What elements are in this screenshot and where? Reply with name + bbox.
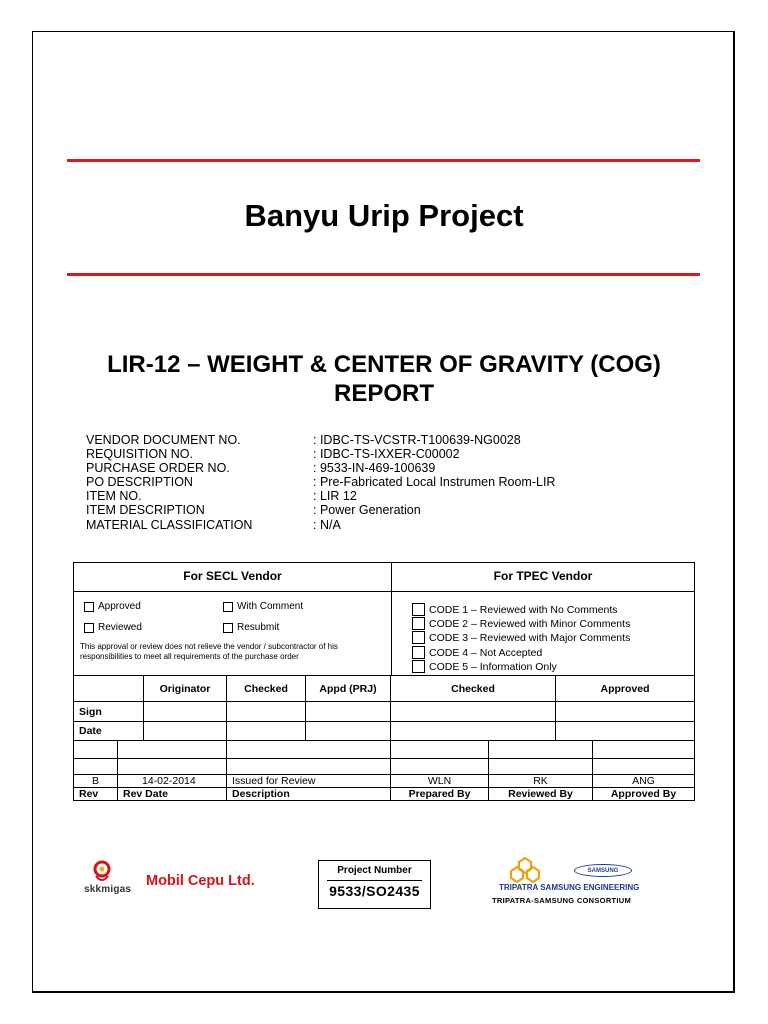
revision-header-approved: Approved By bbox=[592, 787, 695, 801]
info-row bbox=[86, 447, 555, 461]
row-label-sign: Sign bbox=[73, 701, 144, 722]
title-rule-bottom bbox=[67, 273, 700, 276]
revision-empty-cell bbox=[226, 758, 391, 775]
checkbox-icon bbox=[84, 623, 94, 633]
tpec-code-list bbox=[392, 592, 694, 676]
info-label: PO DESCRIPTION bbox=[86, 475, 193, 490]
reviewed-checkbox[interactable] bbox=[84, 622, 142, 633]
project-number-box bbox=[318, 860, 431, 909]
header-appd-prj: Appd (PRJ) bbox=[305, 675, 391, 702]
document-title bbox=[60, 350, 708, 408]
sign-tpec-approved-cell[interactable] bbox=[555, 701, 695, 722]
tripatra-name: TRIPATRA bbox=[499, 883, 538, 892]
header-checked: Checked bbox=[226, 675, 306, 702]
samsung-engineering-name: SAMSUNG ENGINEERING bbox=[540, 883, 640, 892]
revision-empty-cell bbox=[226, 740, 391, 759]
revision-approved-value: ANG bbox=[592, 774, 695, 788]
revision-date-value: 14-02-2014 bbox=[117, 774, 227, 788]
with-comment-checkbox[interactable] bbox=[223, 601, 303, 612]
info-row bbox=[86, 503, 555, 517]
checkbox-icon bbox=[412, 646, 425, 659]
samsung-logo: SAMSUNG bbox=[574, 864, 632, 877]
title-rule-top bbox=[67, 159, 700, 162]
revision-empty-cell bbox=[488, 740, 593, 759]
revision-description-value: Issued for Review bbox=[226, 774, 391, 788]
info-value: : Pre-Fabricated Local Instrumen Room-LIR bbox=[313, 475, 556, 490]
approval-disclaimer: This approval or review does not relieve the vendor / subcontractor of his responsibilities to meet all requirements of the purchase order bbox=[80, 642, 338, 661]
document-title-line-1: LIR-12 – WEIGHT & CENTER OF GRAVITY (COG) bbox=[107, 351, 661, 378]
info-value: : IDBC-TS-VCSTR-T100639-NG0028 bbox=[313, 433, 521, 447]
secl-vendor-header: For SECL Vendor bbox=[183, 569, 282, 583]
revision-empty-cell bbox=[390, 740, 489, 759]
info-row bbox=[86, 475, 555, 489]
approved-checkbox[interactable] bbox=[84, 601, 141, 612]
revision-header-reviewed: Reviewed By bbox=[488, 787, 593, 801]
revision-empty-cell bbox=[592, 758, 695, 775]
checkbox-label: Resubmit bbox=[237, 622, 280, 633]
revision-prepared-value: WLN bbox=[390, 774, 489, 788]
sign-checked-cell[interactable] bbox=[226, 701, 306, 722]
revision-header-rev: Rev bbox=[73, 787, 118, 801]
tripatra-samsung-name bbox=[499, 883, 639, 892]
info-row bbox=[86, 518, 555, 532]
code-label: CODE 2 – Reviewed with Minor Comments bbox=[429, 617, 631, 630]
date-tpec-approved-cell[interactable] bbox=[555, 721, 695, 741]
revision-empty-cell bbox=[592, 740, 695, 759]
info-value: : 9533-IN-469-100639 bbox=[313, 461, 436, 476]
document-info-block bbox=[86, 433, 555, 532]
project-number-value: 9533/SO2435 bbox=[329, 883, 420, 899]
header-tpec-checked: Checked bbox=[390, 675, 556, 702]
revision-header-description: Description bbox=[226, 787, 391, 801]
project-number-divider bbox=[327, 880, 422, 881]
info-row bbox=[86, 489, 555, 503]
code-label: CODE 3 – Reviewed with Major Comments bbox=[429, 631, 631, 644]
row-label-date: Date bbox=[73, 721, 144, 741]
skkmigas-logo-icon bbox=[86, 860, 122, 886]
checkbox-label: With Comment bbox=[237, 601, 304, 612]
checkbox-icon bbox=[223, 602, 233, 612]
date-checked-cell[interactable] bbox=[226, 721, 306, 741]
revision-empty-cell bbox=[117, 758, 227, 775]
sign-originator-cell[interactable] bbox=[143, 701, 227, 722]
code-5-checkbox[interactable] bbox=[412, 660, 557, 673]
info-value: : Power Generation bbox=[313, 503, 421, 518]
code-label: CODE 5 – Information Only bbox=[429, 660, 557, 673]
revision-rev-value: B bbox=[73, 774, 118, 788]
consortium-name: TRIPATRA-SAMSUNG CONSORTIUM bbox=[492, 896, 632, 905]
checkbox-icon bbox=[84, 602, 94, 612]
date-originator-cell[interactable] bbox=[143, 721, 227, 741]
project-title: Banyu Urip Project bbox=[244, 198, 524, 233]
code-1-checkbox[interactable] bbox=[412, 603, 617, 616]
info-label: VENDOR DOCUMENT NO. bbox=[86, 433, 241, 447]
info-label: ITEM DESCRIPTION bbox=[86, 503, 205, 518]
sign-appd-cell[interactable] bbox=[305, 701, 391, 722]
revision-empty-cell bbox=[390, 758, 489, 775]
info-label: REQUISITION NO. bbox=[86, 447, 193, 462]
header-blank-cell bbox=[73, 675, 144, 702]
resubmit-checkbox[interactable] bbox=[223, 622, 279, 633]
project-number-label: Project Number bbox=[337, 865, 412, 876]
signoff-revision-table bbox=[73, 676, 695, 815]
checkbox-icon bbox=[412, 660, 425, 673]
revision-reviewed-value: RK bbox=[488, 774, 593, 788]
info-value: : LIR 12 bbox=[313, 489, 357, 504]
checkbox-icon bbox=[223, 623, 233, 633]
code-label: CODE 1 – Reviewed with No Comments bbox=[429, 603, 618, 616]
checkbox-icon bbox=[412, 603, 425, 616]
code-2-checkbox[interactable] bbox=[412, 617, 630, 630]
info-row bbox=[86, 461, 555, 475]
code-label: CODE 4 – Not Accepted bbox=[429, 646, 543, 659]
revision-empty-cell bbox=[73, 740, 118, 759]
code-3-checkbox[interactable] bbox=[412, 631, 630, 644]
checkbox-label: Reviewed bbox=[98, 622, 142, 633]
sign-tpec-checked-cell[interactable] bbox=[390, 701, 556, 722]
header-originator: Originator bbox=[143, 675, 227, 702]
revision-empty-cell bbox=[73, 758, 118, 775]
tpec-vendor-header: For TPEC Vendor bbox=[493, 569, 593, 583]
date-tpec-checked-cell[interactable] bbox=[390, 721, 556, 741]
info-label: ITEM NO. bbox=[86, 489, 142, 504]
approval-table bbox=[73, 562, 695, 676]
skkmigas-logo-text: skkmigas bbox=[84, 884, 132, 895]
info-label: MATERIAL CLASSIFICATION bbox=[86, 517, 253, 532]
info-value: : IDBC-TS-IXXER-C00002 bbox=[313, 447, 460, 462]
revision-header-date: Rev Date bbox=[117, 787, 227, 801]
header-tpec-approved: Approved bbox=[555, 675, 695, 702]
mobil-cepu-logo: Mobil Cepu Ltd. bbox=[146, 873, 255, 889]
revision-empty-cell bbox=[117, 740, 227, 759]
checkbox-icon bbox=[412, 631, 425, 644]
revision-empty-cell bbox=[488, 758, 593, 775]
info-label: PURCHASE ORDER NO. bbox=[86, 461, 230, 476]
checkbox-label: Approved bbox=[98, 601, 141, 612]
info-value: : N/A bbox=[313, 517, 341, 532]
document-title-line-2: REPORT bbox=[333, 380, 434, 407]
revision-header-prepared: Prepared By bbox=[390, 787, 489, 801]
date-appd-cell[interactable] bbox=[305, 721, 391, 741]
tripatra-logo-icon bbox=[508, 857, 542, 883]
checkbox-icon bbox=[412, 617, 425, 630]
code-4-checkbox[interactable] bbox=[412, 646, 542, 659]
info-row bbox=[86, 433, 555, 447]
